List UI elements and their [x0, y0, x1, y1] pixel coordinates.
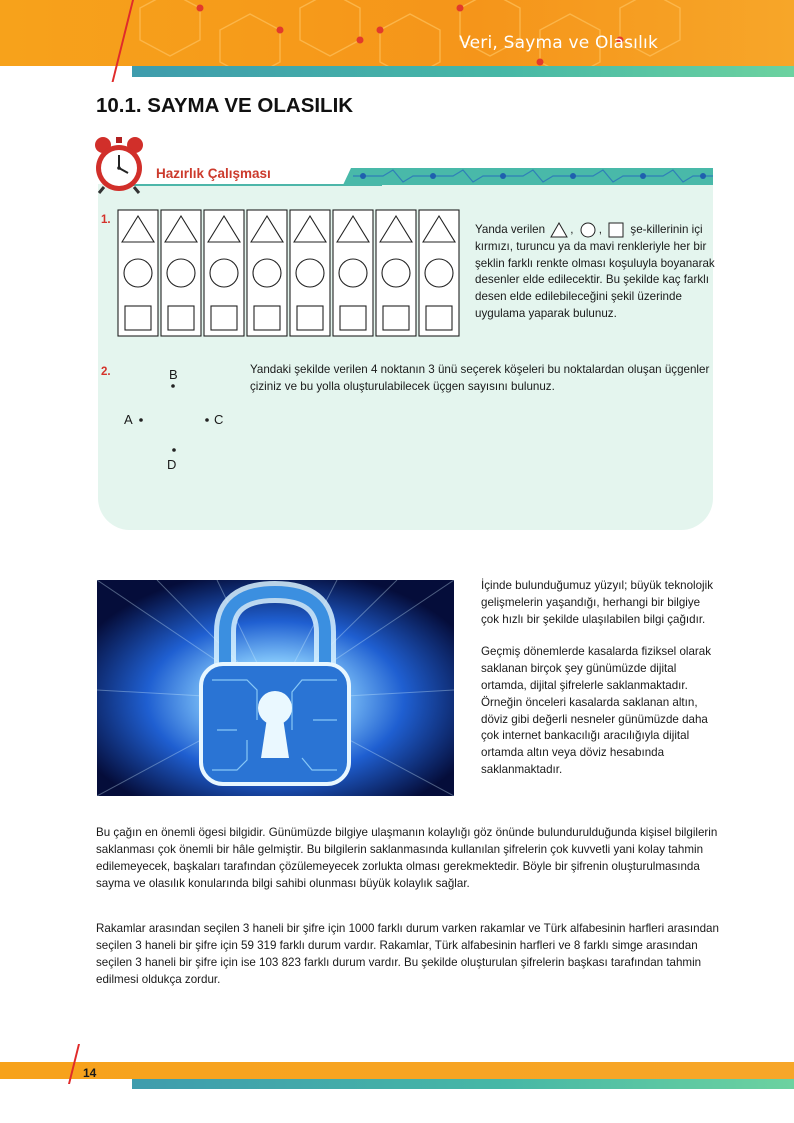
- preparation-title: Hazırlık Çalışması: [156, 166, 271, 181]
- footer-teal-bar: [132, 1079, 794, 1089]
- triangle-icon: [550, 222, 568, 238]
- label-b: B: [169, 367, 178, 382]
- point-c: [205, 418, 209, 422]
- label-d: D: [167, 457, 177, 472]
- question-2-text: Yandaki şekilde verilen 4 noktanın 3 ünü seçerek köşeleri bu noktalardan oluşan üçgenler çiziniz ve bu yolla oluşturulabilecek üçgen sayısını bulunuz.: [250, 363, 710, 393]
- section-title: Veri, Sayma ve Olasılık: [459, 33, 658, 53]
- footer-band: [0, 1062, 794, 1079]
- alarm-clock-icon: [90, 135, 148, 195]
- header-teal-bar: [132, 66, 794, 77]
- points-figure: [115, 362, 245, 472]
- preparation-pattern-strip: [343, 168, 713, 185]
- point-b: [171, 384, 175, 388]
- square-icon: [607, 222, 625, 238]
- question-2-number: 2.: [101, 366, 111, 378]
- circle-icon: [579, 222, 597, 238]
- question-1-text-before: Yanda verilen: [475, 223, 546, 237]
- label-a: A: [124, 412, 133, 427]
- side-paragraph: Geçmiş dönemlerde kasalarda fiziksel olarak saklanan birçok şey günümüzde dijital ortamda, dijital şifrelerle saklanmaktadır. Örneğin önceleri kasalarda saklanan altın, döviz gibi değerli nesneler günümüzde daha çok internet bankacılığı aracılığıyla dijital ortamda altın veya döviz hesabında saklanmaktadır.: [481, 645, 712, 776]
- side-paragraph: İçinde bulunduğumuz yüzyıl; büyük teknolojik gelişmelerin yaşandığı, herhangi bir bilgiye çok hızlı bir şekilde ulaşılabilen bilgi çağıdır.: [481, 579, 714, 626]
- point-d: [172, 448, 176, 452]
- body-paragraph: Bu çağın en önemli ögesi bilgidir. Günümüzde bilgiye ulaşmanın kolaylığı göz önünde bulundurulduğunda kişisel bilgilerin saklanması çok önemli bir hâle gelmiştir. Bu bilgilerin saklanmasında kullanılan şifrelerin çok kuvvetli yani kolay tahmin edilemeyecek, başkaları tarafından çözülemeyecek zorlukta olması gerekmektedir. Böyle bir şifrenin oluşturulmasında sayma ve olasılık konularında bilgi sahibi olunması büyük kolaylık sağlar.: [96, 826, 718, 890]
- side-text-block: [481, 578, 716, 795]
- question-1-text: Yanda verilen , , şe-killerinin içi kırmızı, turuncu ya da mavi renkleriyle her bir şeklin farklı renkte olması koşuluyla boyanarak desenler elde edilecektir. Bu şekilde kaç farklı desen elde edilebileceğini şekil üzerinde uygulama yaparak bulunuz.: [475, 223, 715, 321]
- body-paragraph: Rakamlar arasından seçilen 3 haneli bir şifre için 1000 farklı durum varken rakamlar ve Türk alfabesinin harfleri arasından seçilen 3 haneli bir şifre için 59 319 farklı durum vardır. Rakamlar, Türk alfabesinin harfleri ve 8 farklı simge arasından seçilen 3 haneli bir şifre için ise 103 823 farklı durum vardır. Bu şekilde oluşturulan şifrelerin başkası tarafından tahmin edilmesi oldukça zordur.: [96, 922, 719, 986]
- label-c: C: [214, 412, 224, 427]
- page-number: 14: [83, 1066, 97, 1080]
- question-1-number: 1.: [101, 214, 111, 226]
- question-1-text-after: şe-killerinin içi kırmızı, turuncu ya da mavi renkleriyle her bir şeklin farklı renkte olması koşuluyla boyanarak desenler elde edilecektir. Bu şekilde kaç farklı desen elde edilebileceğini şekil üzerinde uygulama yaparak bulunuz.: [475, 223, 715, 321]
- page-heading: 10.1. SAYMA VE OLASILIK: [96, 94, 354, 117]
- padlock-image: [97, 580, 454, 796]
- padlock-illustration: [97, 580, 454, 796]
- point-a: [139, 418, 143, 422]
- pattern-cards: [115, 208, 470, 338]
